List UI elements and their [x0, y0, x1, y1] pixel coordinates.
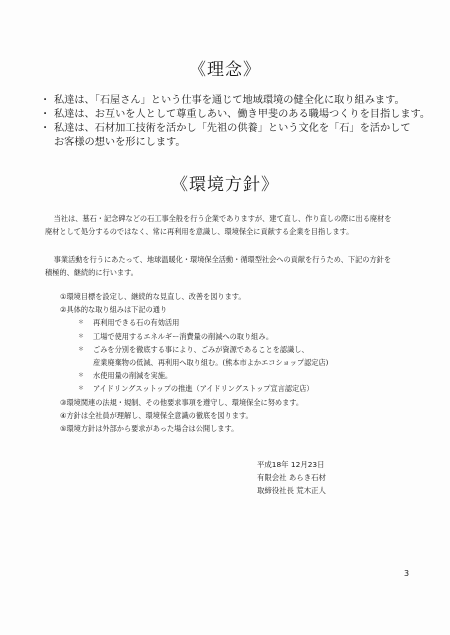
page-number: 3 — [404, 569, 410, 578]
asterisk-icon: ＊ — [78, 372, 85, 380]
policy-list — [60, 290, 420, 435]
signature-representative: 取締役社長 荒木正人 — [257, 486, 326, 495]
policy-item-3: ③環境関連の法規・規制、その他要求事項を遵守し、環境保全に努めます。 — [60, 397, 304, 407]
policy-item-4: ④方針は全社員が理解し、環境保全意識の徹底を図ります。 — [60, 410, 253, 420]
asterisk-icon: ＊ — [78, 385, 85, 393]
asterisk-icon: ＊ — [78, 332, 85, 340]
paragraph-line: 積極的、継続的に行います。 — [45, 268, 138, 277]
paragraph-line: 事業活動を行うにあたって、地球温暖化・環境保全活動・循環型社会への貢献を行うため、下記の方針を — [53, 255, 392, 264]
policy-subitem — [60, 343, 420, 356]
policy-item-2: ②具体的な取り組みは下記の通り — [60, 305, 168, 315]
philosophy-item: ・ 私達は、お互いを人として尊重しあい、働き甲斐のある職場つくりを目指します。 — [44, 108, 434, 122]
paragraph-line: 当社は、墓石・記念碑などの石工事全般を行う企業でありますが、建て直し、作り直しの際に出る廃材を — [53, 214, 392, 223]
philosophy-item: ・ 私達は、石材加工技術を活かし「先祖の供養」という文化を「石」を活かして — [44, 122, 434, 136]
environment-paragraph-1 — [45, 212, 420, 238]
signature-date: 平成18年 12月23日 — [257, 460, 325, 469]
policy-subitem — [60, 316, 420, 329]
philosophy-item: ・ 私達は、「石屋さん」という仕事を通じて地域環境の健全化に取り組みます。 — [44, 94, 434, 108]
subitem-text: アイドリングスットップの推進（アイドリングストップ宣言認定店） — [93, 384, 314, 394]
policy-subitem — [60, 330, 420, 343]
subitem-text: 工場で使用するエネルギー消費量の削減への取り組み。 — [93, 331, 274, 341]
asterisk-icon: ＊ — [78, 345, 85, 353]
subitem-text: ごみを分別を徹底する事により、ごみが資源であることを認識し、 — [93, 344, 309, 354]
paragraph-line: 廃材として処分するのではなく、常に再利用を意識し、環境保全に貢献する企業を目指します。 — [45, 227, 354, 236]
policy-item-1: ①環境目標を設定し、継続的な見直し、改善を図ります。 — [60, 292, 246, 301]
philosophy-list — [44, 94, 434, 150]
subitem-continued: 産業廃棄物の低減、再利用へ取り組む。(熊本市よかエコショップ認定店) — [93, 358, 329, 368]
signature-block — [257, 458, 326, 497]
environment-heading: 《環境方針》 — [171, 175, 279, 195]
subitem-text: 水使用量の削減を実施。 — [93, 371, 173, 381]
asterisk-icon: ＊ — [78, 319, 85, 327]
policy-subitem — [60, 382, 420, 395]
philosophy-item-continued: お客様の想いを形にします。 — [54, 137, 186, 148]
policy-item-5: ⑤環境方針は外部から要求があった場合は公開します。 — [60, 424, 239, 434]
subitem-text: 再利用できる石の有効活用 — [93, 318, 180, 328]
signature-company: 有限会社 あらき石材 — [257, 473, 326, 482]
philosophy-heading: 《理念》 — [189, 60, 261, 80]
policy-subitem — [60, 369, 420, 382]
environment-paragraph-2 — [45, 253, 420, 279]
